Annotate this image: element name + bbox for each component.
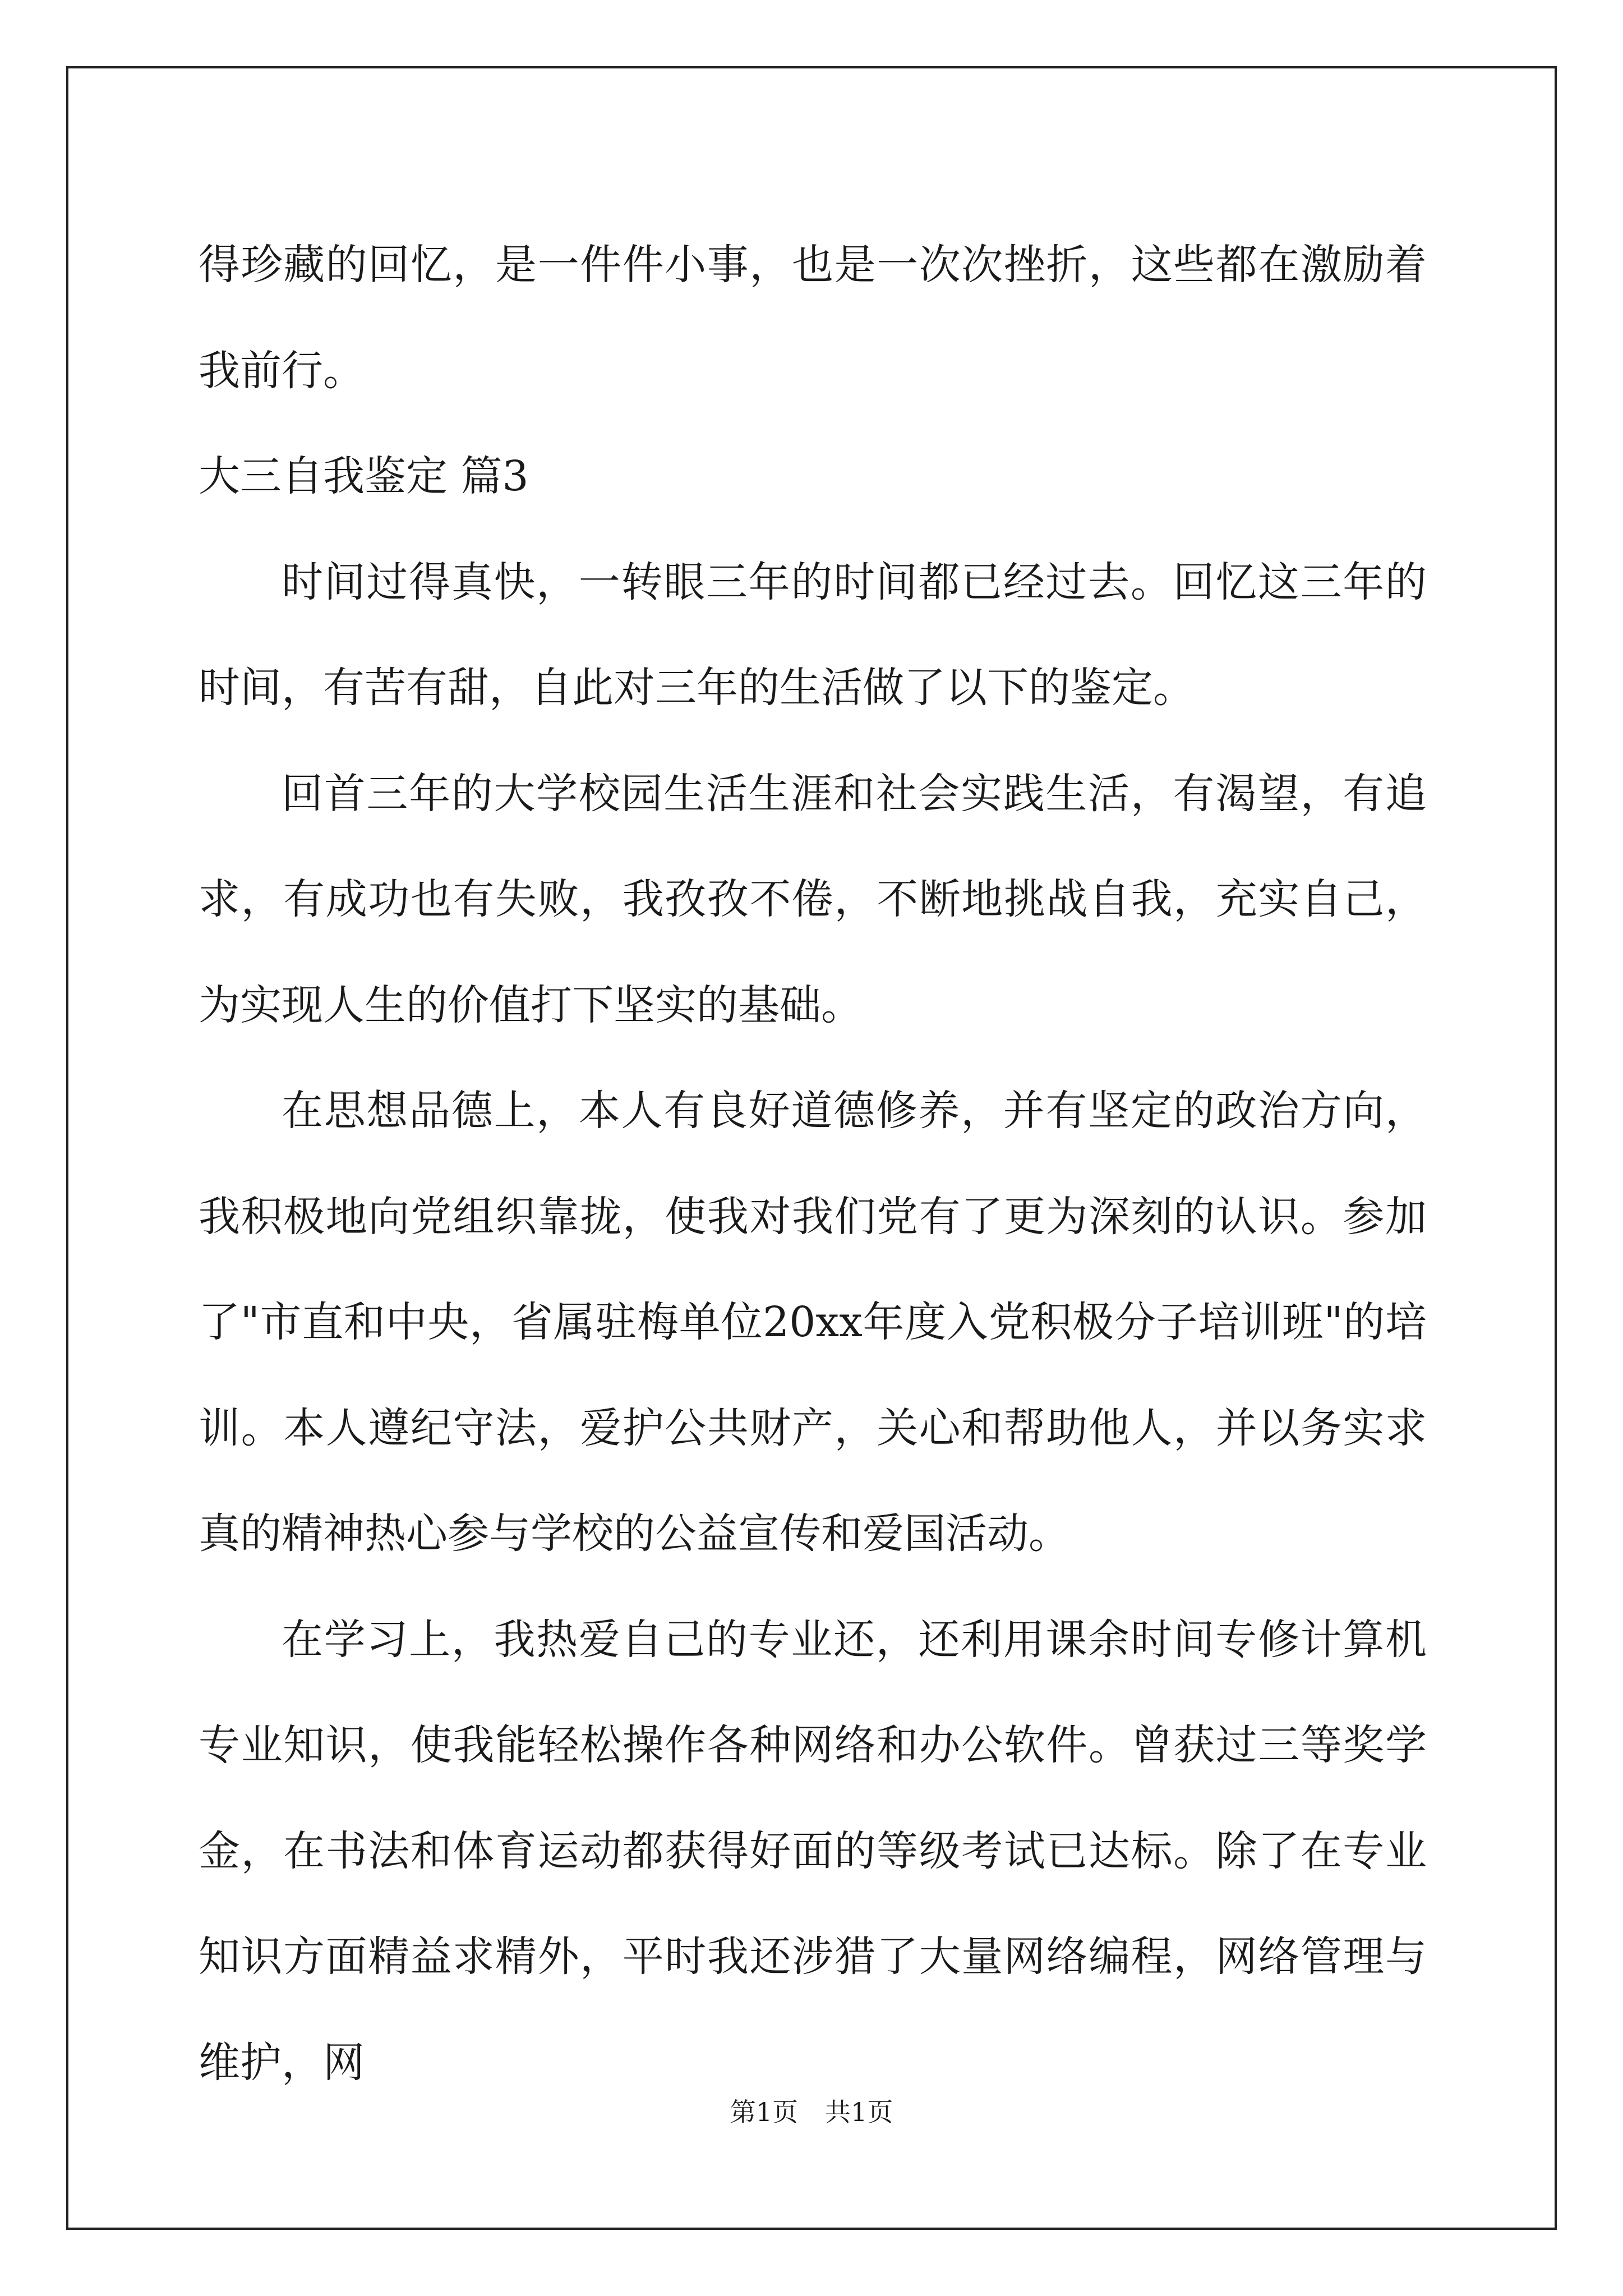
- section-heading: 大三自我鉴定 篇3: [199, 452, 529, 500]
- document-body: [199, 212, 1427, 2115]
- paragraph: 时间过得真快，一转眼三年的时间都已经过去。回忆这三年的时间，有苦有甜，自此对三年的生活做了以下的鉴定。: [199, 558, 1427, 712]
- page-number: 第1页: [730, 2097, 798, 2127]
- paragraph: 在学习上，我热爱自己的专业还，还利用课余时间专修计算机专业知识，使我能轻松操作各种网络和办公软件。曾获过三等奖学金，在书法和体育运动都获得好面的等级考试已达标。除了在专业知识方面精益求精外，平时我还涉猎了大量网络编程，网络管理与维护，网: [199, 1615, 1427, 2087]
- paragraph-continuation: 得珍藏的回忆，是一件件小事，也是一次次挫折，这些都在激励着我前行。: [199, 241, 1427, 395]
- page-total: 共1页: [825, 2097, 893, 2127]
- paragraph: 在思想品德上，本人有良好道德修养，并有坚定的政治方向，我积极地向党组织靠拢，使我对我们党有了更为深刻的认识。参加了"市直和中央，省属驻梅单位20xx年度入党积极分子培训班"的培训。本人遵纪守法，爱护公共财产，关心和帮助他人，并以务实求真的精神热心参与学校的公益宣传和爱国活动。: [199, 1087, 1427, 1558]
- paragraph: 回首三年的大学校园生活生涯和社会实践生活，有渴望，有追求，有成功也有失败，我孜孜不倦，不断地挑战自我，充实自己，为实现人生的价值打下坚实的基础。: [199, 769, 1427, 1029]
- page-footer: [0, 2095, 1623, 2129]
